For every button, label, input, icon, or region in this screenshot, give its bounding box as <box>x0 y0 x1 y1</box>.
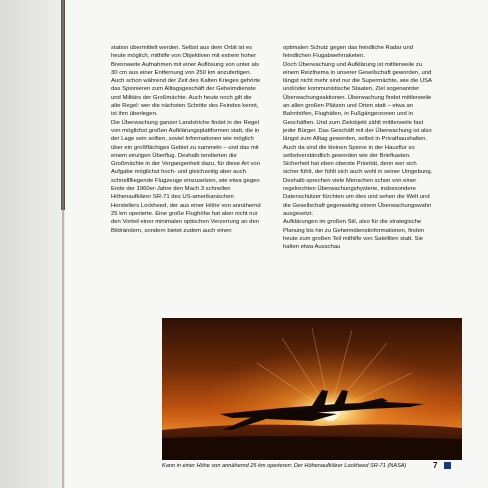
paragraph: optimalen Schutz gegen das feindliche Radar und feindlichen Flugabwehrraketen. <box>283 45 414 60</box>
text-column-left <box>111 44 261 235</box>
sr71-sunset-photo <box>162 318 462 460</box>
page-number-marker <box>444 462 451 469</box>
text-column-right <box>283 44 433 251</box>
paragraph: Aufklärungen im großen Stil, also für die strategische Planung bis hin zu Geheimdienstinformationen, finden heute zum großen Teil mithilfe von Satelliten statt. Sie halten etwa Ausschau <box>283 219 425 251</box>
paragraph: Die Überwachung ganzer Landstriche findet in der Regel von möglichst großen Aufklärungsplattformen statt, die in der Lage sein sollten, soviel Informationen wie möglich über ein großflächiges Gebiet zu sammeln – und das mit einem einzigen Überflug. Deshalb tendierten die Großmächte in der Vergangenheit dazu, für diese Art von Aufgabe möglichst hoch- und gleichzeitig aber auch schnellfliegende Flugzeuge einzusetzen, wie etwa gegen Ende der 1960er-Jahre den Mach 3 schnellen Höhenaufklärer SR-71 des US-amerikanischen Herstellers Lockheed, der aus einer Höhe von annähernd 25 km operierte. Eine große Flughöhe hat aber nicht nur den Vorteil einer minimalen optischen Verzerrung an den Bildrändern, sondern bietet zudem auch einen <box>111 119 261 234</box>
paragraph: station übermittelt werden. Selbst aus dem Orbit ist es heute möglich, mithilfe von Objektiven mit extrem hoher Brennweite Aufnahmen mit einer Auflösung von unter als 30 cm aus einer Entfernung von 250 km anzufertigen. Auch schon während der Zeit des Kalten Krieges gehörte das Spionieren zum Alltagsgeschäft der Geheimdienste und Militärs der Großmächte. Auch heute noch gilt die alte Regel: wer die nächsten Schritte des Feindes kennt, ist ihm überlegen. <box>111 45 261 118</box>
paragraph: Doch Überwachung und Aufklärung ist mittlerweile zu einem Reizthema in unserer Gesellschaft geworden, und längst nicht mehr sind nur die Supermächte, wie die USA und/oder kommunistische Staaten, Ziel sogenannter Überwachungsaktionen. Überwachung findet mittlerweile an allen großen Plätzen und Orten statt – etwa an Bahnhöfen, Flughäfen, in Fußgängerzonen und in Geschäften. Und zum Zielobjekt zählt mittlerweile fast jeder Bürger. Das Geschäft mit der Überwachung ist also längst zum Alltag geworden, selbst in Privathaushalten. Auch da sind die kleinen Spione in der Hausflur so selbstverständlich geworden wie der Briefkasten. Sicherheit hat eben oberste Priorität, denn wer sich sicher fühlt, der fühlt sich auch wohl in seiner Umgebung. Deshalb sprechen viele Menschen schon von einer regelrechten Überwachungshysterie, insbesondere Datenschützer fürchten um dies und sehen die Welt und die Gesellschaft gegenwärtig einem Überwachungswahn ausgesetzt. <box>283 61 433 217</box>
photo-caption: Kann in einer Höhe von annähernd 25 km operieren: Der Höhenaufklärer Lockheed SR-71 (NASA) <box>162 463 407 469</box>
adjacent-page-edge <box>0 0 62 488</box>
book-gutter <box>62 210 64 488</box>
page-number: 7 <box>433 461 438 470</box>
book-page <box>65 0 488 488</box>
